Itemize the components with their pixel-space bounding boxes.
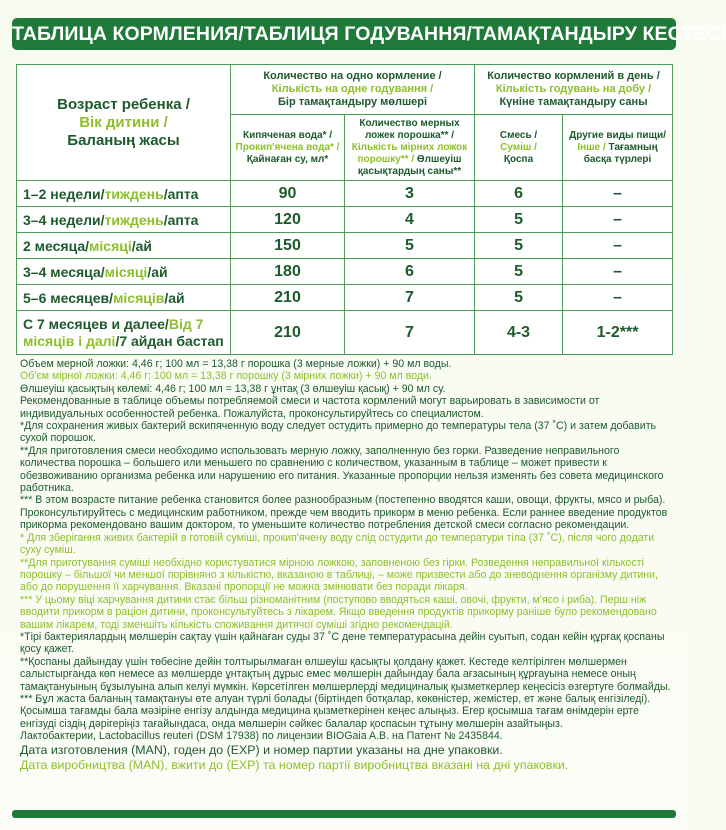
age-header bbox=[17, 65, 231, 181]
col-scoops-header bbox=[345, 115, 475, 181]
col-mix-ua: Суміш / bbox=[500, 141, 537, 153]
scoop-note-ru: Объем мерной ложки: 4,46 г; 100 мл = 13,38 г порошка (3 мерные ложки) + 90 мл воды. bbox=[20, 358, 452, 370]
other-food-value: – bbox=[563, 285, 673, 311]
notes bbox=[20, 358, 672, 773]
age-ru: 1–2 недели/ bbox=[23, 185, 105, 202]
date-note-ua: Дата виробництва (MAN), вжити до (EXP) та номер партії виробництва вказані на дні упаковки. bbox=[20, 757, 569, 772]
mix-value: 5 bbox=[475, 259, 563, 285]
scoops-value: 7 bbox=[345, 311, 475, 355]
ua-footnote-3: *** У цьому віці харчування дитини стає більш різноманітним (поступово вводяться каші, овочі, фрукти, м'ясо і риба). Перш ніж вводити прикорм в раціон дитини, проконсультуйтесь з лікарем. Якщо введення продуктів прикорму раніше було рекомендовано вашим лікарем, тоді зменшіть кількість споживання дитячої суміші згідно рекомендацій. bbox=[20, 593, 657, 631]
title-kz: ТАМАҚТАНДЫРУ КЕСТЕСІ bbox=[472, 23, 726, 45]
age-ua: тиждень bbox=[104, 185, 164, 202]
age-cell bbox=[17, 311, 231, 355]
age-ua: місяці bbox=[104, 263, 148, 280]
age-ua: Від 7 місяців і далі bbox=[23, 315, 204, 349]
age-header-ua: Вік дитини / bbox=[79, 113, 168, 131]
col-mix-header bbox=[475, 115, 563, 181]
age-ua: тиждень bbox=[104, 211, 164, 228]
age-ru: 3–4 недели/ bbox=[23, 211, 105, 228]
mix-value: 5 bbox=[475, 285, 563, 311]
per-day-kz: Күніне тамақтандыру саны bbox=[499, 96, 648, 108]
age-cell bbox=[17, 285, 231, 311]
age-cell bbox=[17, 207, 231, 233]
age-ru: С 7 месяцев и далее/ bbox=[23, 315, 169, 332]
mix-value: 5 bbox=[475, 233, 563, 259]
age-kz: /ай bbox=[147, 263, 168, 280]
age-kz: /апта bbox=[163, 185, 199, 202]
other-food-value: – bbox=[563, 233, 673, 259]
table-row bbox=[17, 311, 673, 355]
age-header-ru: Возраст ребенка / bbox=[57, 95, 190, 113]
table-row bbox=[17, 285, 673, 311]
per-feeding-ua: Кількість на одне годування / bbox=[271, 83, 434, 95]
kz-footnote-3: *** Бұл жаста баланың тамақтануы өте алуан түрлі болады (біртіндеп ботқалар, көкөністер, жемістер, ет және балық енгізіледі). Қосымша тағамды бала мәзіріне енгізу алдында медицина қызметкерінен кеңес алыңыз. Егер қосымша тағам өнімдерін ерте енгізуді сіздің дәрігеріңіз тағайындаса, онда мөлшерін сәйкес балалар қоспасын тұтыну мөлшерін азайтыңыз. bbox=[20, 692, 651, 730]
age-cell bbox=[17, 259, 231, 285]
per-day-ru: Количество кормлений в день / bbox=[487, 70, 660, 82]
ru-footnote-1: *Для сохранения живых бактерий вскипяченную воду следует остудить примерно до температуры тела (37 ˚С) и затем добавить сухой порошок. bbox=[20, 420, 657, 445]
age-kz: /7 айдан бастап bbox=[115, 332, 224, 349]
col-water-kz: Қайнаған су, мл* bbox=[246, 153, 329, 165]
feeding-table bbox=[16, 64, 673, 355]
col-mix-kz: Қоспа bbox=[503, 153, 534, 165]
col-water-header bbox=[231, 115, 345, 181]
age-ru: 2 месяца/ bbox=[23, 237, 90, 254]
age-kz: /ай bbox=[131, 237, 153, 254]
per-feeding-header bbox=[231, 65, 475, 115]
scoop-note-kz: Өлшеуіш қасықтың көлемі: 4,46 г; 100 мл = 13,38 г ұнтақ (3 өлшеуіш қасық) + 90 мл су. bbox=[20, 382, 446, 395]
col-other-header bbox=[563, 115, 673, 181]
age-ru: 3–4 месяца/ bbox=[23, 263, 105, 280]
water-value: 90 bbox=[231, 181, 345, 207]
table-row bbox=[17, 181, 673, 207]
col-scoops-kz: Өлшеуіш қасықтардың саны** bbox=[357, 153, 462, 177]
recommend-note: Рекомендованные в таблице объемы потребляемой смеси и частота кормлений могут варьировать в зависимости от индивидуальных особенностей ребенка. Пожалуйста, проконсультируйтесь со специалистом. bbox=[20, 395, 600, 420]
mix-value: 4-3 bbox=[475, 311, 563, 355]
ua-footnote-2: **Для приготування суміші необхідно користуватися мірною ложкою, заповненою без гірки. Розведення неправильної кількості порошку – більшої чи меншої порівняно з кількістю, вказаною в таблиці, – може призвести або до зневоднення організму дитини, або до порушення її харчування. Вказані пропорції не можна змінювати без поради лікаря. bbox=[20, 556, 658, 594]
other-food-value: – bbox=[563, 181, 673, 207]
table-row bbox=[17, 233, 673, 259]
col-water-ua: Прокип'ячена вода* / bbox=[235, 141, 340, 153]
table-row bbox=[17, 207, 673, 233]
water-value: 180 bbox=[231, 259, 345, 285]
other-food-value: – bbox=[563, 207, 673, 233]
scoops-value: 5 bbox=[345, 233, 475, 259]
bottom-bar bbox=[12, 810, 676, 818]
per-feeding-ru: Количество на одно кормление / bbox=[263, 70, 442, 82]
col-other-ua: Інше / bbox=[577, 141, 606, 153]
title-bar bbox=[12, 18, 726, 50]
other-food-value: 1-2*** bbox=[563, 311, 673, 355]
age-header-kz: Баланың жасы bbox=[67, 131, 180, 149]
water-value: 210 bbox=[231, 311, 345, 355]
mix-value: 6 bbox=[475, 181, 563, 207]
age-ru: 5–6 месяцев/ bbox=[23, 289, 114, 306]
ru-footnote-2: **Для приготовления смеси необходимо использовать мерную ложку, заполненную без горки. Разведение неправильного количества порошка – большего или меньшего по сравнению с количеством, указанным в таблице – может привести к обезвоживанию организма ребенка или нарушению его питания. Указанные пропорции нельзя изменять без совета медицинского работника. bbox=[20, 444, 664, 495]
scoops-value: 4 bbox=[345, 207, 475, 233]
age-kz: /ай bbox=[164, 289, 185, 306]
scoops-value: 3 bbox=[345, 181, 475, 207]
col-other-ru: Другие виды пищи/ bbox=[569, 129, 666, 141]
title-ru: ТАБЛИЦА КОРМЛЕНИЯ/ bbox=[12, 23, 244, 45]
ua-footnote-1: * Для зберігання живих бактерій в готовій суміші, прокип'ячену воду слід остудити до температури тіла (37 ˚С), після чого додати суху суміш. bbox=[20, 531, 655, 557]
col-scoops-ua: Кількість мірних ложок порошку** / bbox=[351, 141, 468, 165]
col-water-ru: Кипяченая вода* / bbox=[242, 129, 333, 141]
title-ua: ТАБЛИЦЯ ГОДУВАННЯ/ bbox=[243, 23, 473, 45]
water-value: 150 bbox=[231, 233, 345, 259]
water-value: 210 bbox=[231, 285, 345, 311]
per-feeding-kz: Бір тамақтандыру мөлшері bbox=[277, 96, 428, 108]
col-mix-ru: Смесь / bbox=[499, 129, 538, 141]
date-note-ru: Дата изготовления (MAN), годен до (EXP) и номер партии указаны на дне упаковки. bbox=[20, 742, 503, 757]
age-cell bbox=[17, 233, 231, 259]
age-ua: місяці bbox=[89, 237, 132, 254]
age-ua: місяців bbox=[113, 289, 165, 306]
age-cell bbox=[17, 181, 231, 207]
scoops-value: 7 bbox=[345, 285, 475, 311]
table-row bbox=[17, 259, 673, 285]
lactobacteria-note: Лактобактерии, Lactobacillus reuteri (DSM 17938) по лицензии BIOGaia A.B. на Патент № 2435844. bbox=[20, 730, 503, 743]
scoop-note-ua: Об'єм мірної ложки: 4,46 г; 100 мл = 13,38 г порошку (3 мірних ложки) + 90 мл води. bbox=[20, 370, 432, 383]
feedings-per-day-header bbox=[475, 65, 673, 115]
ru-footnote-3: *** В этом возрасте питание ребенка становится более разнообразным (постепенно вводятся каши, овощи, фрукты, мясо и рыба). Проконсультируйтесь с медицинским работником, прежде чем вводить прикорм в меню ребенка. Если раннее введение продуктов прикорма рекомендовано вашим доктором, то уменьшите количество потребления детской смеси согласно рекомендации. bbox=[20, 494, 668, 532]
col-other-kz: Тағамның басқа түрлері bbox=[583, 141, 658, 165]
water-value: 120 bbox=[231, 207, 345, 233]
other-food-value: – bbox=[563, 259, 673, 285]
col-scoops-ru: Количество мерных ложек порошка** / bbox=[359, 117, 460, 141]
mix-value: 5 bbox=[475, 207, 563, 233]
age-kz: /апта bbox=[163, 211, 199, 228]
kz-footnote-2: **Қоспаны дайындау үшін төбесіне дейін толтырылмаған өлшеуіш қасықты қолдану қажет. Кестеде келтірілген мөлшермен салыстырғанда көп немесе аз мөлшерде ұнтақтың дұрыс емес мөлшерін дайындау бала ағзасының құрғауына немесе оның тамақтануының бұзылуына алып келуі мүмкін. Көрсетілген мөлшерлерді медициналық қызметкерлер кеңесісіз өзгертуге болмайды. bbox=[20, 655, 671, 693]
scoops-value: 6 bbox=[345, 259, 475, 285]
kz-footnote-1: *Тірі бактериялардың мөлшерін сақтау үшін қайнаған суды 37 ˚С дене температурасына дейін суытып, содан кейін құрғақ қоспаны қосу қажет. bbox=[20, 630, 665, 656]
per-day-ua: Кількість годувань на добу / bbox=[495, 83, 652, 95]
